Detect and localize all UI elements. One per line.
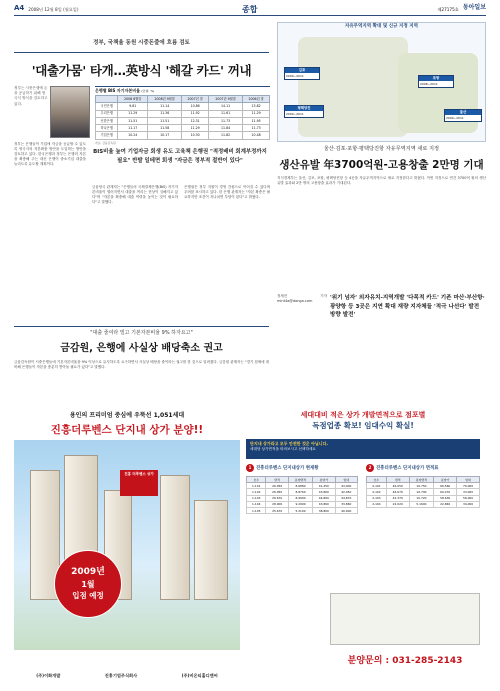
table-cell: 41,450 [313,483,335,489]
table-cell: 11.58 [148,125,182,132]
table-cell: 10.86 [182,103,209,110]
table-unit: (단위: %) [141,89,155,93]
section-title: 종합 [242,4,258,14]
table-cell: 11.92 [182,110,209,117]
logo-biont: (주)비온티홀디엔씨 [181,673,218,679]
table-cell: 56,000 [457,495,480,501]
ad1-header: 호수 [247,477,266,483]
ad2-header: 분양면적 [409,477,434,483]
article1-kicker: 정부, 국책율 동원 시중돈줄에 흐름 검토 [93,40,190,46]
ad1-header: 분양가 [313,477,335,483]
article3-kicker: 울산·김포·포항·평택당진항 자유무역지역 새로 지정 [323,146,440,152]
table-cell: 11.14 [148,103,182,110]
table-row [96,117,270,124]
table-cell: 10.24 [118,132,148,139]
table-cell: 11.95 [243,117,270,124]
page-header [14,4,486,16]
table-cell: 11.51 [148,117,182,124]
table-cell: 42.370 [386,495,409,501]
table-cell: 40,000 [335,508,357,514]
ad-right-headline2: 독점업종 확보! 임대수익 확실! [312,421,414,430]
logo-ihwa: (주)이화개발 [36,673,61,679]
ad-notice-bar: 단지내 상가라고 모두 안전한 것은 아닙니다. 세대당 상가면적을 따져보시고 선택하세요 [246,439,480,459]
table-cell: 46.670 [386,489,409,495]
person-photo [50,86,90,138]
bis-header: 2008년 9월말 [148,95,182,103]
bis-header: 2007년 말 [182,95,209,103]
map-box-pohang: 포항 2008~2011 [418,75,454,88]
table-title: 은행별 BIS 자기자본비율 [95,88,140,93]
table-cell: 9.2990 [288,501,312,507]
table-cell: 11.82 [209,132,243,139]
table-row [247,508,358,514]
table-row [96,103,270,110]
ad-arrow-label: 진흥 더루벤스 상가 [120,470,158,496]
article2-headline: 금감원, 은행에 사실상 배당축소 권고 [60,343,223,354]
article3-pull-quote: '위기 넘자' 외자유치-지역개발 '다목적 카드' 기존 마산·부산항·광양항 등 3곳은 지연 확대 재량 지자체들 '적극 나선다' 발전 방향 발전' [330,295,485,319]
table-cell: 10.720 [409,495,434,501]
table-cell: 33,860 [335,501,357,507]
table-cell: 11.84 [209,125,243,132]
table-cell: 43,860 [313,501,335,507]
table-cell: 1-105 [247,508,266,514]
table-row [96,132,270,139]
ad1-header: 임대 [335,477,357,483]
article3-body: 지식경제부는 울산, 김포, 포항, 평택당진항 등 4곳을 자유무역지역으로 새로 지정한다고 밝혔다. 이번 지정으로 연간 3700억 원의 생산유발 효과와 2만 명의 고용창출 효과가 기대된다. [277,176,486,186]
issue-date: 2008년 12월 8일 (월요일) [28,6,79,12]
table-cell: 13.82 [243,103,270,110]
table-cell: 2-103 [367,495,387,501]
table-cell: 11.17 [118,125,148,132]
ad-right-headline1: 세대대비 적은 상가 개발면적으로 점포별 [300,411,426,419]
table-cell: 1-102 [247,489,266,495]
table-cell: 14.11 [209,103,243,110]
ad2-header: 면적 [386,477,409,483]
article1-pull-quote: BIS비율 높여 기업자금 회생 유도 고육책 은행권 "적정배비 회계부정까지 필요" 반발 일테면 회생 "자금은 정부적 절반이 있다" [93,149,267,164]
table-cell: 70,000 [457,483,480,489]
table-cell: 46.050 [386,483,409,489]
table-cell: 1-103 [247,495,266,501]
table-cell: 11.73 [243,125,270,132]
table-cell: 34,000 [457,501,480,507]
bis-ratio-table [95,86,270,145]
table-cell: 2-102 [367,489,387,495]
article3-headline: 생산유발 年3700억원-고용창출 2만명 기대 [279,159,484,171]
table-cell: 10.750 [409,483,434,489]
map-box-ulsan: 울산 2009~2011 [444,109,482,122]
table-cell: 25.670 [266,508,288,514]
table-cell: 26.050 [266,483,288,489]
table-cell: 11.29 [118,110,148,117]
table-cell: 66,560 [434,483,457,489]
ad-right-panel [240,402,486,685]
article1-body-left: 정부는 은행들이 기업에 자금을 공급할 수 있도록 영국식의 자본확충 방안을 도입하는 방안을 검토하고 있다. 한국은행과 정부는 은행의 자본을 확충해 주는 대신 은행이 중소기업 대출을 늘리도록 유도할 계획이다. [14,142,86,167]
table-cell: 26.670 [266,495,288,501]
table-cell: 8.6880 [288,483,312,489]
table-cell: 하나은행 [96,125,118,132]
article3-byline: 정세진 기자 mint4a@donga.com [277,294,327,304]
table-cell: 44,800 [313,495,335,501]
issue-number: 제27175호 [437,6,459,12]
photo-caption: 정부는 시중은행에 돈을 공급하기 위해 영국식 방식을 검토하고 있다. [14,86,48,106]
table-cell: 신한은행 [96,117,118,124]
table-cell: 11.29 [182,125,209,132]
table-cell: 22,840 [434,501,457,507]
map-box-gimpo: 김포 2009~2011 [284,67,320,80]
ad-section1-title: 1 진흥더루벤스 단지내상가 현재황 [246,464,318,472]
bis-header: 2008 6월말 [118,95,148,103]
article1-body-mid: 금융당국 관계자는 "은행들의 국제결제은행(BIS) 자기자본비율이 떨어지면서 대출을 꺼리는 현상이 심해지고 있다"며 "자본을 확충해 대출 여력을 높이는 것이 필요하다"고 말했다. [92,185,178,205]
ad-top-line: 용인의 프리미엄 중심에 우뚝선 1,051세대 [69,412,185,419]
page-number: A4 [14,3,25,12]
table-cell: 60,470 [434,489,457,495]
table-cell: 8.8760 [288,489,312,495]
article1-headline: '대출가뭄' 타개…英방식 '해갈 카드' 꺼내 [31,63,252,78]
table-cell: 8.9990 [288,495,312,501]
opening-badge: 2009년 1월 입점 예정 [54,550,122,618]
table-cell: 38,800 [313,508,335,514]
table-cell: 10.17 [148,132,182,139]
table-cell: 26.050 [266,489,288,495]
location-map [330,593,480,645]
ad-logos [14,668,240,685]
table-cell: 9.81 [118,103,148,110]
article1-body-right: 은행권은 정부 지원이 경영 간섭으로 이어질 수 있다며 우려를 표시하고 있다. 한 은행 관계자는 "자본 확충은 필요하지만 조건이 지나치면 부담이 된다"고 밝혔다. [184,185,270,200]
table-cell: 12.31 [182,117,209,124]
table-cell: 10.790 [409,489,434,495]
table-cell: 11.73 [209,117,243,124]
table-cell: 1-104 [247,501,266,507]
table-cell: 43,000 [335,483,357,489]
table-cell: 33,000 [457,489,480,495]
table-cell: 2-104 [367,501,387,507]
map-title: 자유무역지역 확대 및 신규 지정 지역 [344,24,419,29]
sales-phone: 분양문의 : 031-285-2143 [347,656,463,666]
ad2-header: 분양가 [434,477,457,483]
table-row [96,125,270,132]
ad2-header: 임대 [457,477,480,483]
article2-body: 금융감독원이 시중은행들에 기본자본비율을 9% 이상으로 유지하도록 요구하면서 사실상 배당을 줄이라는 권고를 한 것으로 알려졌다. 금감원 관계자는 "경기 침체에 대비해 은행들이 자본을 충분히 쌓아둘 필요가 있다"고 말했다. [14,360,269,370]
table-cell: 44,870 [335,495,357,501]
bis-header: 2006년 말 [243,95,270,103]
bis-header [96,95,118,103]
free-trade-zone-map [277,22,486,142]
table-cell: 우리은행 [96,110,118,117]
table-cell: 58,630 [434,495,457,501]
table-cell: 11.29 [243,110,270,117]
table-source: 자료: 금융감독원 [95,140,116,145]
table-cell: 5.1600 [409,501,434,507]
ad-table1 [246,476,358,514]
logo-jinheung: 진흥기업주식회사 [104,673,138,679]
table-cell: 43,800 [313,489,335,495]
bis-header: 2007년 9월말 [209,95,243,103]
ad1-header: 분양면적 [288,477,312,483]
ad1-header: 면적 [266,477,288,483]
table-cell: 28.000 [266,501,288,507]
table-cell: 11.36 [148,110,182,117]
table-cell: 42,050 [335,489,357,495]
table-cell: 기업은행 [96,132,118,139]
table-cell: 2-101 [367,483,387,489]
table-cell: 국민은행 [96,103,118,110]
table-cell: 11.51 [118,117,148,124]
table-cell: 1-101 [247,483,266,489]
table-cell: 5.2100 [288,508,312,514]
ad-table2 [366,476,480,508]
table-cell: 22.020 [386,501,409,507]
newspaper-logo: 동아일보 [462,4,486,12]
ad-section2-title: 2 진흥더루벤스 단지내상가 면적표 [366,464,438,472]
table-cell: 10.48 [243,132,270,139]
table-cell: 11.61 [209,110,243,117]
map-box-pyeongtaek: 평택당진 2009~2011 [284,105,324,118]
article2-kicker: "대출 줄여라 빌고 기본자본비율 9% 하자요고" [90,330,193,336]
table-row [96,110,270,117]
ad-headline: 진흥더루벤스 단지내 상가 분양!! [50,423,204,436]
table-cell: 10.30 [182,132,209,139]
ad2-header: 호수 [367,477,387,483]
table-row [367,501,480,507]
